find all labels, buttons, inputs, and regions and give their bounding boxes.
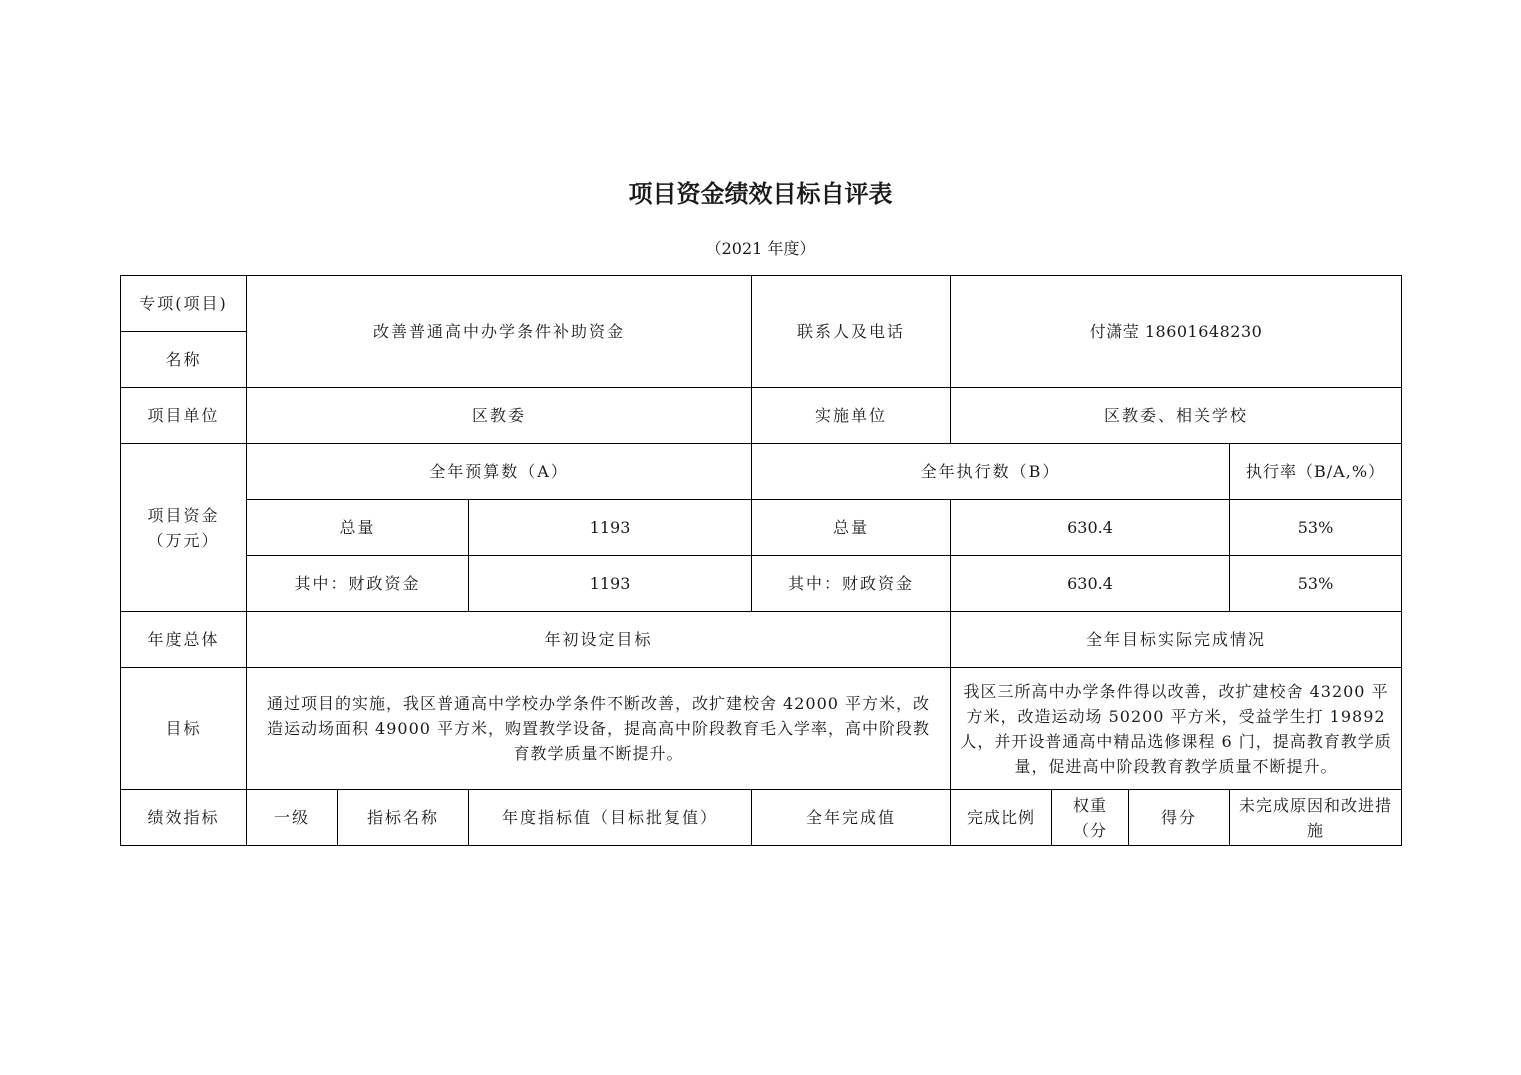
fiscal-execution-value: 630.4 [951,556,1230,612]
total-budget-label: 总量 [247,500,469,556]
fiscal-budget-label: 其中：财政资金 [247,556,469,612]
incomplete-reason-header: 未完成原因和改进措施 [1230,790,1402,846]
project-unit-value: 区教委 [247,388,752,444]
goal-label: 目标 [121,668,247,790]
level-one-header: 一级 [247,790,338,846]
project-unit-label: 项目单位 [121,388,247,444]
actual-completion-text: 我区三所高中办学条件得以改善，改扩建校舍 43200 平方米，改造运动场 50200 平方米，受益学生打 19892 人，并开设普通高中精品选修课程 6 门，提高教育教学质量，促进高中阶段教育教学质量不断提升。 [951,668,1402,790]
contact-value: 付潇莹 18601648230 [951,276,1402,388]
total-execution-label: 总量 [752,500,951,556]
actual-completion-header: 全年目标实际完成情况 [951,612,1402,668]
annual-execution-header: 全年执行数（B） [752,444,1230,500]
execution-rate-header: 执行率（B/A,%） [1230,444,1402,500]
self-evaluation-form [120,275,1402,846]
total-budget-value: 1193 [469,500,752,556]
total-execution-rate: 53% [1230,500,1402,556]
implementing-unit-value: 区教委、相关学校 [951,388,1402,444]
annual-overall-label: 年度总体 [121,612,247,668]
page-subtitle-year: （2021 年度） [705,239,816,258]
weight-header: 权重（分 [1052,790,1129,846]
initial-goal-header: 年初设定目标 [247,612,951,668]
completed-value-header: 全年完成值 [752,790,951,846]
contact-label: 联系人及电话 [752,276,951,388]
project-funds-label: 项目资金（万元） [121,444,247,612]
project-label-bottom: 名称 [121,332,247,388]
project-name-value: 改善普通高中办学条件补助资金 [247,276,752,388]
total-execution-value: 630.4 [951,500,1230,556]
completion-ratio-header: 完成比例 [951,790,1052,846]
initial-goal-text: 通过项目的实施，我区普通高中学校办学条件不断改善，改扩建校舍 42000 平方米，改造运动场面积 49000 平方米，购置教学设备，提高高中阶段教育毛入学率，高中阶段教育教学质量不断提升。 [247,668,951,790]
performance-indicator-label: 绩效指标 [121,790,247,846]
score-header: 得分 [1129,790,1230,846]
project-label-top: 专项(项目) [121,276,247,332]
indicator-name-header: 指标名称 [338,790,469,846]
fiscal-execution-rate: 53% [1230,556,1402,612]
fiscal-budget-value: 1193 [469,556,752,612]
fiscal-execution-label: 其中：财政资金 [752,556,951,612]
annual-indicator-value-header: 年度指标值（目标批复值） [469,790,752,846]
page-title: 项目资金绩效目标自评表 [628,180,893,208]
annual-budget-header: 全年预算数（A） [247,444,752,500]
implementing-unit-label: 实施单位 [752,388,951,444]
